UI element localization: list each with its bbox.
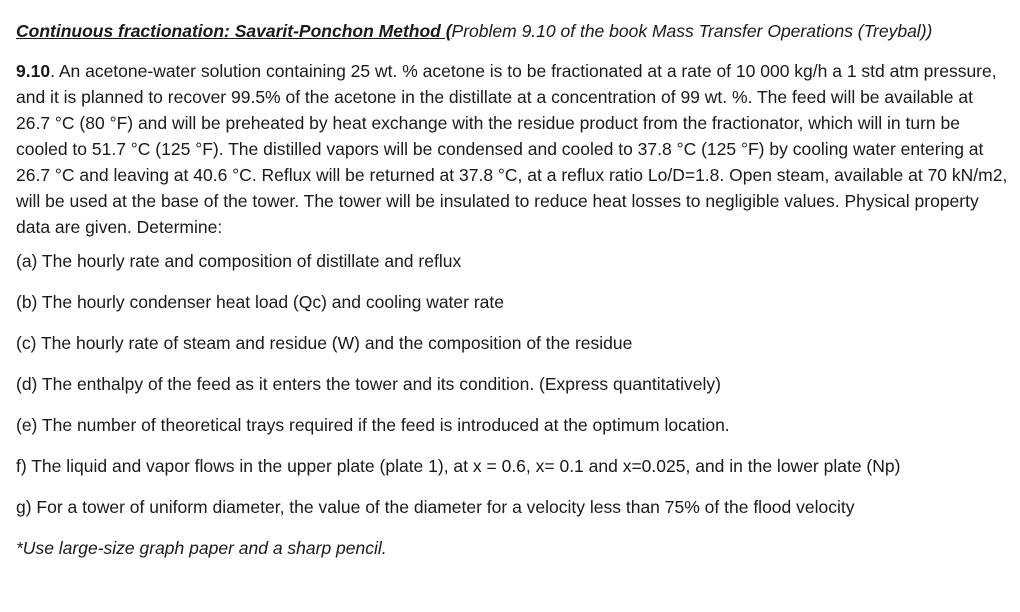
question-c: (c) The hourly rate of steam and residue (W) and the composition of the residue [16, 333, 633, 353]
problem-statement [16, 58, 1011, 240]
document-title [16, 18, 1011, 44]
problem-number: 9.10 [16, 61, 51, 81]
title-source: Problem 9.10 of the book Mass Transfer Operations (Treybal)) [451, 21, 933, 41]
question-b: (b) The hourly condenser heat load (Qc) and cooling water rate [16, 292, 505, 312]
problem-text: . An acetone-water solution containing 25 wt. % acetone is to be fractionated at a rate of 10 000 kg/h a 1 std atm pressure, and it is planned to recover 99.5% of the acetone in the distillate at a concentration of 99 wt. %. The feed will be available at 26.7 °C (80 °F) and will be preheated by heat exchange with the residue product from the fractionator, which will in turn be cooled to 51.7 °C (125 °F). The distilled vapors will be condensed and cooled to 37.8 °C (125 °F) by cooling water entering at 26.7 °C and leaving at 40.6 °C. Reflux will be returned at 37.8 °C, at a reflux ratio Lo/D=1.8. Open steam, available at 70 kN/m2, will be used at the base of the tower. The tower will be insulated to reduce heat losses to negligible values. Physical property data are given. Determine: [16, 61, 1008, 237]
question-d: (d) The enthalpy of the feed as it enters the tower and its condition. (Express quantitatively) [16, 374, 721, 394]
question-g: g) For a tower of uniform diameter, the value of the diameter for a velocity less than 75% of the flood velocity [16, 497, 855, 517]
title-method: Continuous fractionation: Savarit-Ponchon Method ( [16, 21, 452, 41]
footnote: *Use large-size graph paper and a sharp pencil. [16, 538, 387, 558]
question-e: (e) The number of theoretical trays required if the feed is introduced at the optimum location. [16, 415, 730, 435]
document-page [16, 18, 1011, 561]
question-a: (a) The hourly rate and composition of distillate and reflux [16, 251, 462, 271]
question-f: f) The liquid and vapor flows in the upper plate (plate 1), at x = 0.6, x= 0.1 and x=0.025, and in the lower plate (Np) [16, 456, 901, 476]
